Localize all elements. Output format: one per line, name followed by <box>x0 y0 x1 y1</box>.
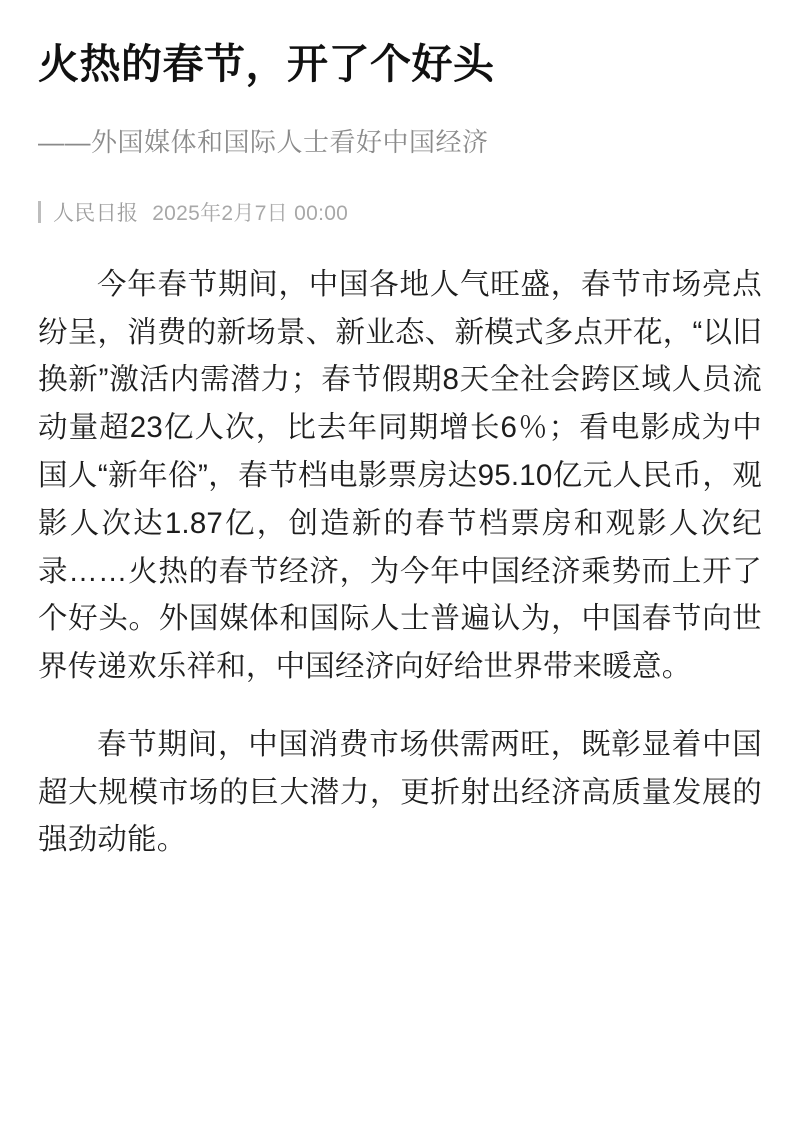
article-subheadline: ——外国媒体和国际人士看好中国经济 <box>38 127 489 158</box>
article-timestamp: 2025年2月7日 00:00 <box>152 201 349 225</box>
article-source: 人民日报 <box>53 201 139 225</box>
article-paragraph: 春节期间，中国消费市场供需两旺，既彰显着中国超大规模市场的巨大潜力，更折射出经济高质量发展的强劲动能。 <box>38 727 762 857</box>
article-meta <box>38 197 762 227</box>
article-body <box>38 261 762 864</box>
article-paragraph: 今年春节期间，中国各地人气旺盛，春节市场亮点纷呈，消费的新场景、新业态、新模式多点开花，“以旧换新”激活内需潜力；春节假期8天全社会跨区域人员流动量超23亿人次，比去年同期增长6％；看电影成为中国人“新年俗”，春节档电影票房达95.10亿元人民币，观影人次达1.87亿，创造新的春节档票房和观影人次纪录……火热的春节经济，为今年中国经济乘势而上开了个好头。外国媒体和国际人士普遍认为，中国春节向世界传递欢乐祥和，中国经济向好给世界带来暖意。 <box>38 267 762 684</box>
page-title: 火热的春节，开了个好头 <box>38 41 495 87</box>
vertical-bar-icon <box>38 201 41 223</box>
